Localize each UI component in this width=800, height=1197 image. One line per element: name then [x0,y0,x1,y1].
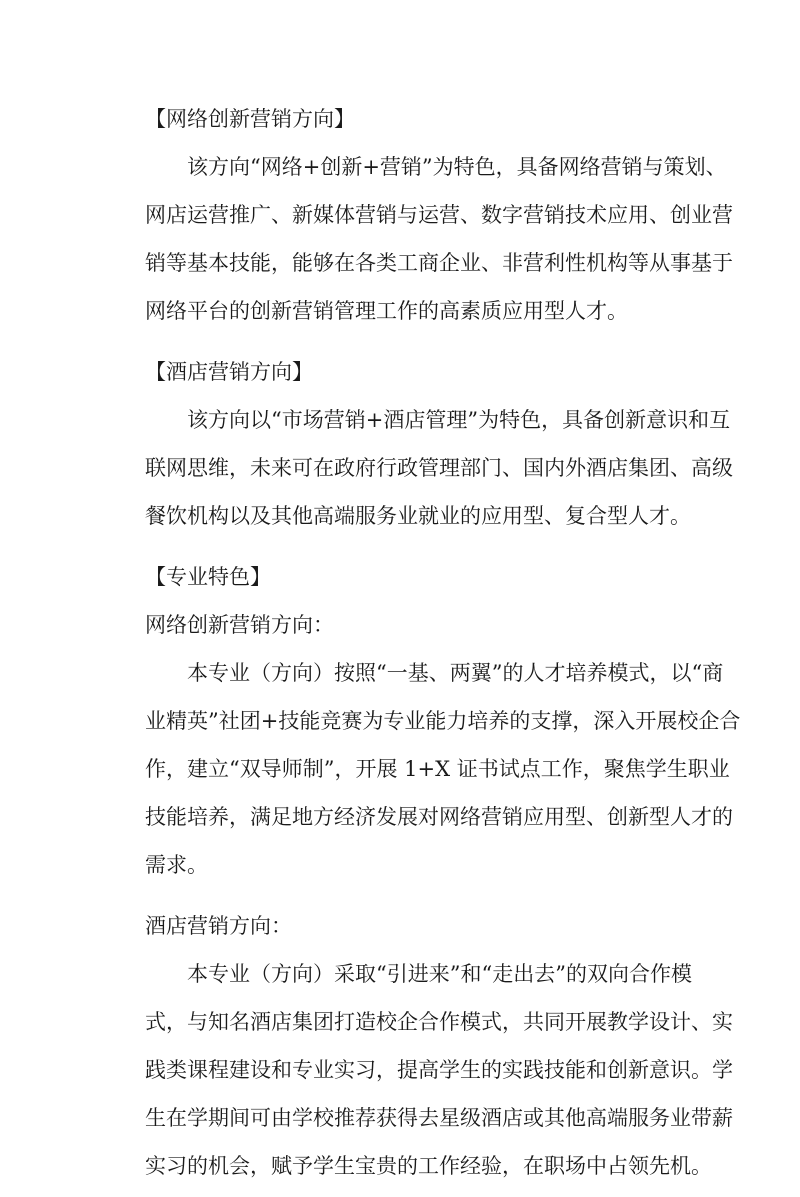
paragraph-line: 实习的机会，赋予学生宝贵的工作经验，在职场中占领先机。 [145,1154,712,1178]
paragraph-line: 网络平台的创新营销管理工作的高素质应用型人才。 [145,299,628,323]
section-heading-network-marketing: 【网络创新营销方向】 [145,107,355,131]
paragraph-line: 作，建立“双导师制”，开展 1+X 证书试点工作，聚焦学生职业 [145,757,730,781]
paragraph-features-network [145,656,741,896]
paragraph-line: 技能培养，满足地方经济发展对网络营销应用型、创新型人才的 [145,805,733,829]
section-heading-hotel-marketing: 【酒店营销方向】 [145,360,313,384]
paragraph-features-hotel [145,957,733,1197]
paragraph-line: 网店运营推广、新媒体营销与运营、数字营销技术应用、创业营 [145,203,733,227]
paragraph-line: 联网思维，未来可在政府行政管理部门、国内外酒店集团、高级 [145,456,733,480]
paragraph-line: 该方向“网络+创新+营销”为特色，具备网络营销与策划、 [187,155,727,179]
paragraph-line: 该方向以“市场营销+酒店管理”为特色，具备创新意识和互 [187,408,731,432]
section-heading-features: 【专业特色】 [145,565,271,589]
subheading-hotel-marketing: 酒店营销方向： [145,914,292,938]
paragraph-line: 业精英”社团+技能竞赛为专业能力培养的支撑，深入开展校企合 [145,709,741,733]
paragraph-line: 需求。 [145,853,208,877]
paragraph-line: 餐饮机构以及其他高端服务业就业的应用型、复合型人才。 [145,504,691,528]
paragraph-line: 本专业（方向）采取“引进来”和“走出去”的双向合作模 [187,962,692,986]
paragraph-hotel-marketing [145,403,733,547]
paragraph-line: 生在学期间可由学校推荐获得去星级酒店或其他高端服务业带薪 [145,1106,733,1130]
paragraph-line: 销等基本技能，能够在各类工商企业、非营利性机构等从事基于 [145,251,733,275]
subheading-network-marketing: 网络创新营销方向： [145,613,334,637]
paragraph-network-marketing [145,150,733,342]
paragraph-line: 本专业（方向）按照“一基、两翼”的人才培养模式，以“商 [187,661,724,685]
paragraph-line: 践类课程建设和专业实习，提高学生的实践技能和创新意识。学 [145,1058,733,1082]
paragraph-line: 式，与知名酒店集团打造校企合作模式，共同开展教学设计、实 [145,1010,733,1034]
